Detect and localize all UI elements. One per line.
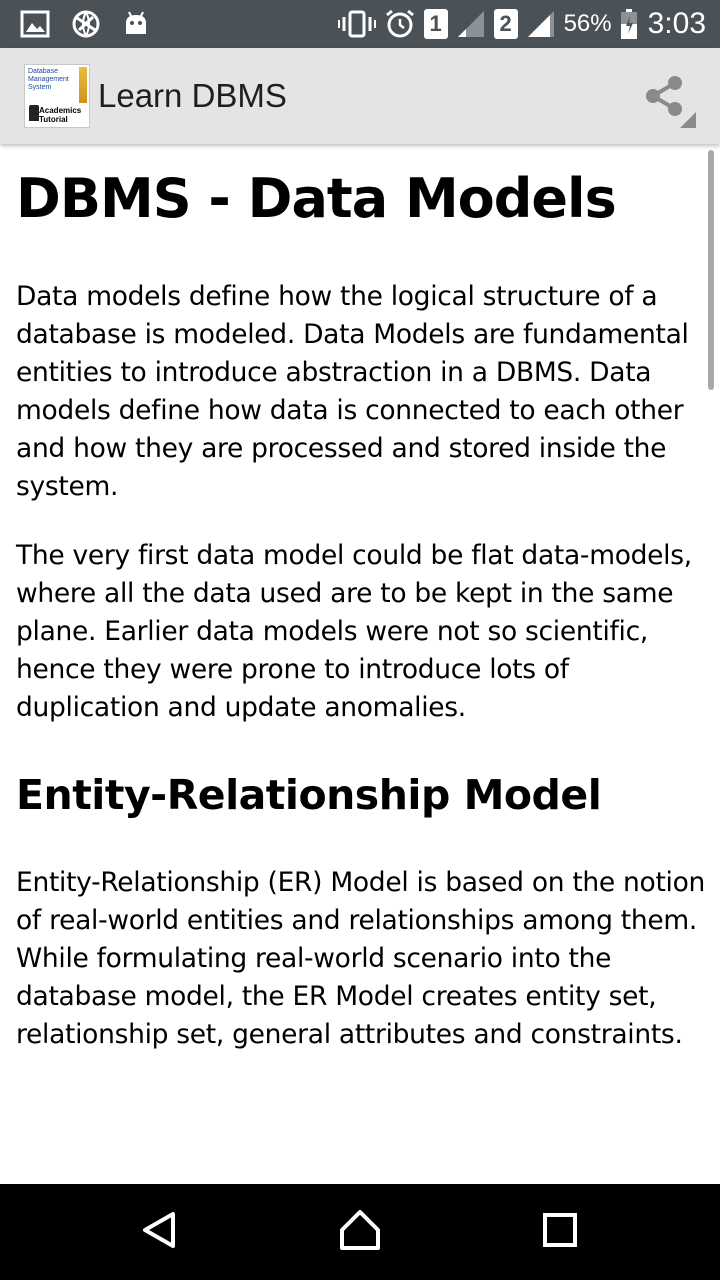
recents-icon (542, 1212, 578, 1252)
navigation-bar (0, 1184, 720, 1280)
sim2-badge: 2 (494, 9, 518, 39)
back-icon (140, 1210, 180, 1254)
app-logo (24, 64, 90, 128)
vpn-icon (70, 8, 102, 40)
notification-icons (20, 8, 150, 40)
section-heading: Entity-Relationship Model (16, 771, 602, 819)
page-title: DBMS - Data Models (16, 167, 616, 230)
status-bar (0, 0, 720, 48)
article-view[interactable] (0, 144, 720, 1184)
clock: 3:03 (647, 7, 706, 40)
paragraph: The very first data model could be flat data-models, where all the data used are to be kept in the same plane. Earlier data models were not so scientific, hence they were prone to introduce lots of duplication and update anomalies. (16, 540, 692, 723)
overflow-indicator (680, 112, 696, 128)
paragraph: Entity-Relationship (ER) Model is based on the notion of real-world entities and relationships among them. While formulating real-world scenario into the database model, the ER Model creates entity set, relationship set, general attributes and constraints. (16, 867, 706, 1050)
app-title: Learn DBMS (98, 77, 287, 114)
scrollbar[interactable] (708, 150, 714, 390)
recents-button[interactable] (536, 1208, 584, 1256)
android-icon (122, 10, 150, 38)
logo-brand: Academics Tutorial (39, 106, 82, 124)
home-button[interactable] (336, 1208, 384, 1256)
alarm-icon (384, 8, 416, 40)
signal-icon (526, 9, 556, 39)
signal-icon (456, 9, 486, 39)
home-icon (338, 1208, 382, 1256)
graduation-icon (29, 105, 39, 121)
system-icons (338, 0, 706, 48)
vibrate-icon (338, 10, 376, 38)
battery-percent: 56% (563, 10, 612, 37)
paragraph: Data models define how the logical structure of a database is modeled. Data Models are fundamental entities to introduce abstraction in a DBMS. Data models define how data is connected to each other and how they are processed and stored inside the system. (16, 281, 689, 502)
sim1-badge: 1 (424, 9, 448, 39)
books-icon (79, 67, 87, 103)
back-button[interactable] (136, 1208, 184, 1256)
battery-icon (620, 8, 638, 40)
gallery-icon (20, 10, 50, 38)
logo-caption: Database Management System (28, 68, 69, 91)
app-bar (0, 48, 720, 144)
